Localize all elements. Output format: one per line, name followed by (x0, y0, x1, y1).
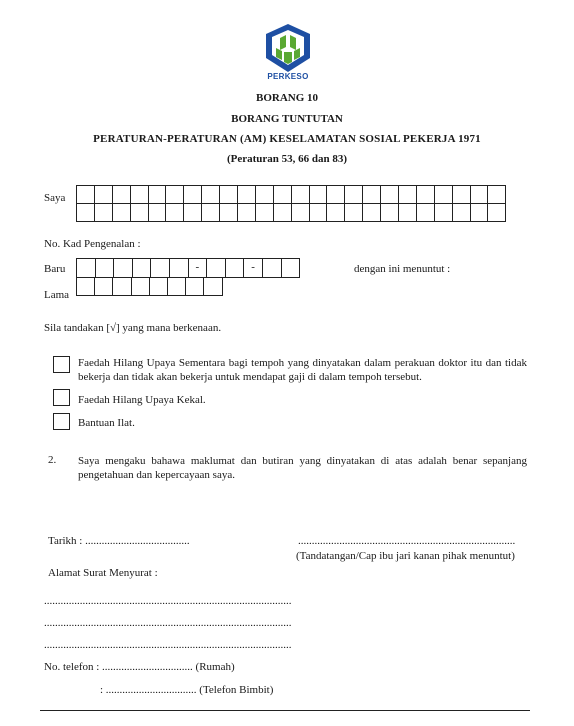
char-cell[interactable] (149, 186, 167, 204)
bottom-rule (40, 710, 530, 711)
name-label: Saya (44, 192, 66, 204)
char-cell[interactable] (150, 278, 168, 296)
form-number: BORANG 10 (255, 92, 319, 104)
perkeso-logo (262, 22, 314, 84)
char-cell[interactable] (274, 204, 292, 222)
char-cell[interactable] (202, 204, 220, 222)
option-temporary-text: Faedah Hilang Upaya Sementara bagi tempoh yang dinyatakan dalam perakuan doktor itu dan tidak bekerja dan tidak akan bekerja untuk mendapat gaji di dalam tempoh tersebut. (78, 357, 527, 383)
char-cell[interactable] (96, 259, 115, 278)
char-cell[interactable] (189, 259, 208, 278)
name-grid[interactable] (76, 185, 506, 222)
address-label: Alamat Surat Menyurat : (48, 567, 158, 579)
char-cell[interactable] (77, 204, 95, 222)
char-cell[interactable] (170, 259, 189, 278)
char-cell[interactable] (77, 186, 95, 204)
claim-text: dengan ini menuntut : (354, 263, 451, 275)
char-cell[interactable] (207, 259, 226, 278)
char-cell[interactable] (184, 204, 202, 222)
option-temporary-checkbox[interactable] (53, 356, 70, 373)
char-cell[interactable] (310, 204, 328, 222)
char-cell[interactable] (113, 186, 131, 204)
char-cell[interactable] (399, 186, 417, 204)
char-cell[interactable] (471, 186, 489, 204)
ic-old-grid[interactable] (76, 277, 223, 296)
char-cell[interactable] (327, 204, 345, 222)
char-cell[interactable] (363, 186, 381, 204)
char-cell[interactable] (381, 204, 399, 222)
char-cell[interactable] (292, 186, 310, 204)
char-cell[interactable] (95, 204, 113, 222)
char-cell[interactable] (226, 259, 245, 278)
ic-new-label: Baru (44, 263, 66, 275)
char-cell[interactable] (363, 204, 381, 222)
char-cell[interactable] (345, 204, 363, 222)
char-cell[interactable] (238, 186, 256, 204)
ic-new-grid[interactable] (76, 258, 300, 278)
char-cell[interactable] (202, 186, 220, 204)
char-cell[interactable] (77, 278, 95, 296)
char-cell[interactable] (381, 186, 399, 204)
char-cell[interactable] (453, 186, 471, 204)
char-cell[interactable] (166, 204, 184, 222)
address-line-1[interactable]: .......................................................................................... (44, 595, 292, 607)
char-cell[interactable] (435, 204, 453, 222)
char-cell[interactable] (488, 186, 506, 204)
char-cell[interactable] (256, 186, 274, 204)
char-cell[interactable] (399, 204, 417, 222)
char-cell[interactable] (133, 259, 152, 278)
char-cell[interactable] (263, 259, 282, 278)
option-invalidity-text: Bantuan Ilat. (78, 417, 135, 429)
char-cell[interactable] (417, 186, 435, 204)
char-cell[interactable] (95, 186, 113, 204)
char-cell[interactable] (166, 186, 184, 204)
char-cell[interactable] (204, 278, 222, 296)
char-cell[interactable] (220, 204, 238, 222)
char-cell[interactable] (310, 186, 328, 204)
ic-old-label: Lama (44, 289, 70, 301)
address-line-3[interactable]: .......................................................................................... (44, 639, 292, 651)
address-line-2[interactable]: .......................................................................................... (44, 617, 292, 629)
char-cell[interactable] (435, 186, 453, 204)
option-permanent-text: Faedah Hilang Upaya Kekal. (78, 394, 206, 406)
char-cell[interactable] (151, 259, 170, 278)
signature-caption: (Tandatangan/Cap ibu jari kanan pihak menuntut) (296, 550, 515, 562)
option-permanent-checkbox[interactable] (53, 389, 70, 406)
char-cell[interactable] (95, 278, 113, 296)
date-field[interactable]: Tarikh : ...................................... (48, 535, 190, 547)
char-cell[interactable] (327, 186, 345, 204)
char-cell[interactable] (417, 204, 435, 222)
char-cell[interactable] (274, 186, 292, 204)
phone-mobile-field[interactable]: : ................................. (Telefon Bimbit) (100, 684, 274, 696)
regulation-subtitle: (Peraturan 53, 66 dan 83) (226, 153, 348, 165)
char-cell[interactable] (453, 204, 471, 222)
logo-text: PERKESO (267, 72, 309, 81)
char-cell[interactable] (131, 186, 149, 204)
char-cell[interactable] (238, 204, 256, 222)
char-cell[interactable] (168, 278, 186, 296)
signature-line[interactable]: ............................................................................... (298, 535, 516, 547)
char-cell[interactable] (77, 259, 96, 278)
phone-home-field[interactable]: No. telefon : ................................. (Rumah) (44, 661, 235, 673)
char-cell[interactable] (471, 204, 489, 222)
char-cell[interactable] (184, 186, 202, 204)
ic-heading: No. Kad Pengenalan : (44, 238, 141, 250)
instruction-text: Sila tandakan [√] yang mana berkenaan. (44, 322, 222, 334)
declaration-text: Saya mengaku bahawa maklumat dan butiran yang dinyatakan di atas adalah benar sepanjang pengetahuan dan kepercayaan saya. (78, 455, 527, 481)
char-cell[interactable] (345, 186, 363, 204)
char-cell[interactable] (292, 204, 310, 222)
char-cell[interactable] (114, 259, 133, 278)
char-cell[interactable] (132, 278, 150, 296)
regulation-title: PERATURAN-PERATURAN (AM) KESELAMATAN SOSIAL PEKERJA 1971 (93, 133, 481, 145)
form-title: BORANG TUNTUTAN (231, 113, 343, 125)
char-cell[interactable] (186, 278, 204, 296)
char-cell[interactable] (282, 259, 301, 278)
char-cell[interactable] (244, 259, 263, 278)
char-cell[interactable] (220, 186, 238, 204)
char-cell[interactable] (131, 204, 149, 222)
option-invalidity-checkbox[interactable] (53, 413, 70, 430)
char-cell[interactable] (256, 204, 274, 222)
char-cell[interactable] (113, 204, 131, 222)
char-cell[interactable] (488, 204, 506, 222)
char-cell[interactable] (113, 278, 131, 296)
declaration-number: 2. (48, 454, 57, 466)
char-cell[interactable] (149, 204, 167, 222)
